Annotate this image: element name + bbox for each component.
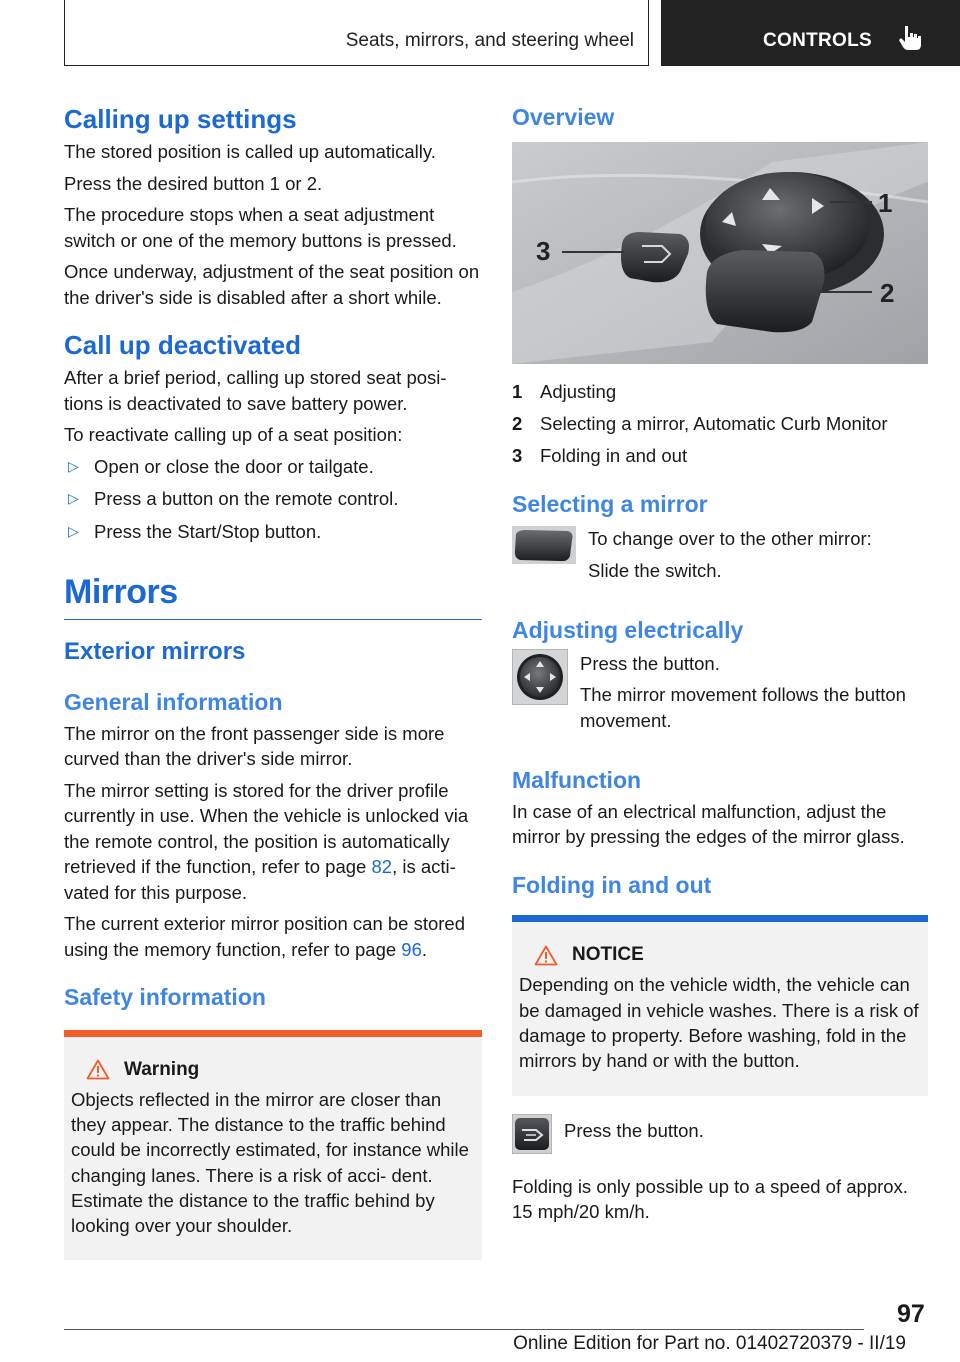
legend-text: Adjusting	[540, 380, 617, 402]
paragraph: Once underway, adjustment of the seat position on the driver's side is disabled after a short while.	[64, 261, 480, 308]
footer-divider	[64, 1329, 864, 1330]
footer-edition: Online Edition for Part no. 01402720379 - II/19	[513, 1333, 906, 1354]
folding-heading: Folding in and out	[512, 871, 712, 898]
paragraph: After a brief period, calling up stored seat posi‐ tions is deactivated to save battery power.	[64, 367, 447, 414]
page-link-82[interactable]: 82	[371, 856, 393, 878]
adjusting-row	[512, 651, 928, 740]
paragraph: To reactivate calling up of a seat position:	[64, 424, 403, 446]
overview-heading: Overview	[512, 104, 615, 130]
right-column	[512, 96, 928, 1231]
warning-triangle-icon	[86, 1059, 110, 1080]
warning-box	[64, 1030, 482, 1261]
triangle-bullet-icon: ▷	[68, 490, 79, 507]
paragraph: Press the button.	[580, 652, 720, 674]
selecting-mirror-row	[512, 526, 928, 589]
left-column	[64, 96, 482, 1260]
figure-label-3: 3	[536, 235, 551, 266]
notice-box	[512, 915, 928, 1095]
warning-header: Warning	[71, 1059, 474, 1081]
mirror-fold-button-icon	[512, 1114, 552, 1154]
mirrors-heading: Mirrors	[64, 573, 178, 612]
malfunction-heading: Malfunction	[512, 767, 642, 794]
paragraph: Press the desired button 1 or 2.	[64, 172, 323, 194]
list-item: ▷ Press a button on the remote control.	[64, 486, 482, 512]
section-divider	[64, 619, 482, 620]
mirror-selector-switch-icon	[512, 526, 576, 564]
figure-label-1: 1	[878, 187, 893, 218]
paragraph: Folding is only possible up to a speed of approx. 15 mph/20 km/h.	[512, 1175, 908, 1223]
warning-triangle-icon	[534, 945, 558, 966]
calling-up-settings-heading: Calling up settings	[64, 104, 297, 134]
call-up-deactivated-heading: Call up deactivated	[64, 330, 301, 361]
legend-number: 3	[512, 444, 523, 466]
header-section-tab	[64, 0, 649, 66]
exterior-mirrors-heading: Exterior mirrors	[64, 638, 246, 666]
page-number: 97	[897, 1300, 925, 1328]
paragraph: The procedure stops when a seat adjustment switch or one of the memory buttons is pressed.	[64, 204, 457, 251]
notice-text: Depending on the vehicle width, the vehicle can be damaged in vehicle washes. There is a risk of damage to property. Before washing, fold in the mirrors by hand or with the button.	[519, 974, 919, 1072]
triangle-bullet-icon: ▷	[68, 522, 79, 539]
paragraph: Press the button.	[564, 1119, 704, 1141]
list-item: ▷ Press the Start/Stop button.	[64, 519, 482, 545]
paragraph: To change over to the other mirror:	[588, 528, 872, 550]
triangle-bullet-icon: ▷	[68, 457, 79, 474]
header-section-title: Seats, mirrors, and steering wheel	[345, 30, 634, 51]
paragraph: Slide the switch.	[588, 559, 722, 581]
paragraph: The mirror movement follows the button movement.	[580, 684, 906, 731]
mirror-controls-photo	[512, 142, 928, 364]
header-chapter-tab	[661, 0, 960, 66]
list-item: ▷ Open or close the door or tailgate.	[64, 454, 482, 480]
reactivate-list	[64, 454, 482, 545]
notice-header: NOTICE	[519, 944, 920, 966]
safety-information-heading: Safety information	[64, 984, 266, 1011]
figure-legend	[512, 379, 928, 469]
paragraph: The mirror on the front passenger side is more curved than the driver's side mirror.	[64, 722, 445, 770]
paragraph: The mirror setting is stored for the driver profile currently in use. When the vehicle is unlocked via the remote control, the position is automatically retrieved if the function, refer to page 82, is acti‐ vated for this purpose.	[64, 779, 469, 903]
figure-label-2: 2	[880, 277, 895, 308]
warning-text: Objects reflected in the mirror are closer than they appear. The distance to the traffic behind could be incorrectly estimated, for instance while changing lanes. There is a risk of acci‐ dent. Estimate the distance to the traffic behind by looking over your shoulder.	[71, 1088, 469, 1237]
header-chapter-title: CONTROLS	[763, 30, 873, 51]
page-link-96[interactable]: 96	[401, 938, 422, 960]
paragraph: In case of an electrical malfunction, adjust the mirror by pressing the edges of the mirror glass.	[512, 800, 905, 848]
paragraph: The current exterior mirror position can be stored using the memory function, refer to page 96.	[64, 913, 466, 960]
mirror-adjust-knob-icon	[512, 649, 568, 705]
legend-text: Selecting a mirror, Automatic Curb Monitor	[540, 412, 888, 434]
hand-pointer-icon	[897, 24, 923, 52]
selecting-mirror-heading: Selecting a mirror	[512, 490, 708, 517]
fold-button-row	[512, 1114, 928, 1154]
paragraph: The stored position is called up automatically.	[64, 141, 436, 163]
legend-number: 2	[512, 412, 523, 434]
legend-number: 1	[512, 380, 523, 402]
adjusting-electrically-heading: Adjusting electrically	[512, 617, 744, 644]
legend-text: Folding in and out	[540, 444, 688, 466]
general-information-heading: General information	[64, 688, 283, 715]
